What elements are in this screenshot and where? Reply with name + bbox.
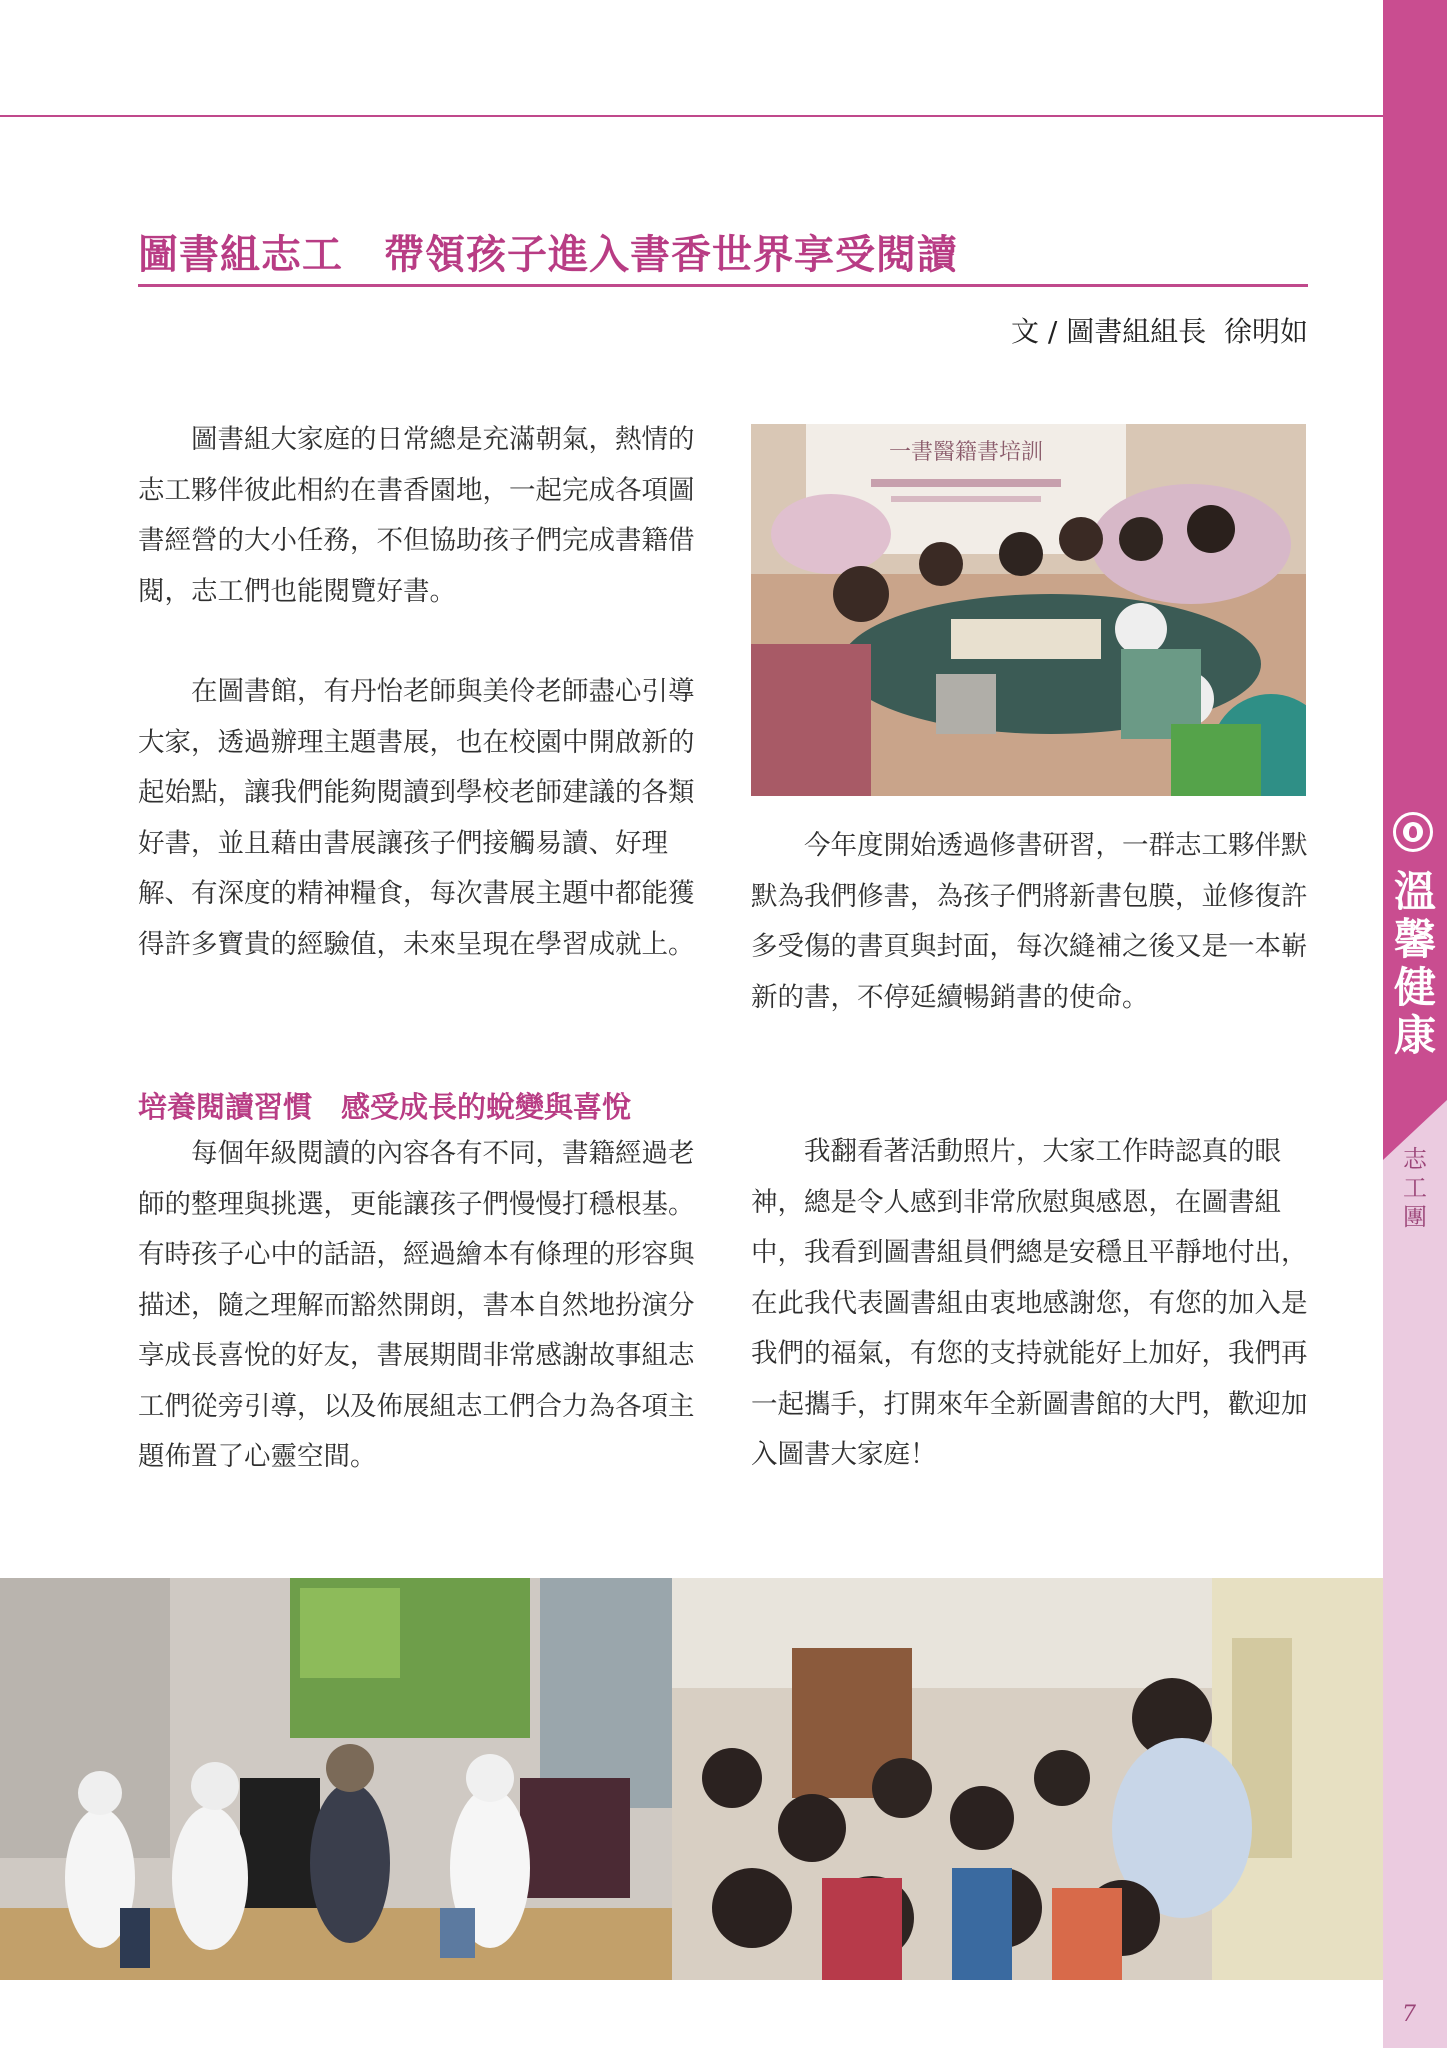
byline: 文 / 圖書組組長 徐明如: [1010, 315, 1308, 348]
paragraph-book-repair: 今年度開始透過修書研習，一群志工夥伴默默為我們修書，為孩子們將新書包膜，並修復許多受傷的書頁與封面，每次縫補之後又是一本嶄新的書，不停延續暢銷書的使命。: [751, 830, 1308, 1013]
subsection-label: 志 工 團: [1403, 1145, 1427, 1231]
photo-story-performance: [0, 1578, 672, 1980]
workshop-banner-text: 一書醫籍書培訓: [888, 440, 1044, 465]
top-rule: [0, 115, 1383, 117]
paragraph-intro: 圖書組大家庭的日常總是充滿朝氣，熱情的志工夥伴彼此相約在書香園地，一起完成各項圖書經營的大小任務，不但協助孩子們完成書籍借閱，志工們也能閱覽好書。: [138, 424, 695, 607]
photo-children-reading: [672, 1578, 1383, 1980]
photo-book-repair-workshop: [751, 424, 1306, 796]
title-underline: [138, 284, 1308, 287]
organization-emblem-icon: [1393, 812, 1433, 852]
paragraph-library: 在圖書館，有丹怡老師與美伶老師盡心引導大家，透過辦理主題書展，也在校園中開啟新的起始點，讓我們能夠閱讀到學校老師建議的各類好書，並且藉由書展讓孩子們接觸易讀、好理解、有深度的精神糧食，每次書展主題中都能獲得許多寶貴的經驗值，未來呈現在學習成就上。: [138, 676, 695, 960]
paragraph-reading-habits: 每個年級閱讀的內容各有不同，書籍經過老師的整理與挑選，更能讓孩子們慢慢打穩根基。有時孩子心中的話語，經過繪本有條理的形容與描述，隨之理解而豁然開朗，書本自然地扮演分享成長喜悅的好友，書展期間非常感謝故事組志工們從旁引導，以及佈展組志工們合力為各項主題佈置了心靈空間。: [138, 1138, 695, 1472]
section-subheading: 培養閱讀習慣 感受成長的蛻變與喜悅: [138, 1090, 632, 1124]
page-number: 7: [1402, 2002, 1416, 2027]
section-title: 溫 馨 健 康: [1393, 867, 1436, 1060]
article-title: 圖書組志工 帶領孩子進入書香世界享受閱讀: [138, 231, 958, 278]
sidebar-band-light: [1383, 1100, 1447, 2048]
paragraph-gratitude: 我翻看著活動照片，大家工作時認真的眼神，總是令人感到非常欣慰與感恩，在圖書組中，我看到圖書組員們總是安穩且平靜地付出，在此我代表圖書組由衷地感謝您，有您的加入是我們的福氣，有您的支持就能好上加好，我們再一起攜手，打開來年全新圖書館的大門，歡迎加入圖書大家庭！: [751, 1136, 1308, 1470]
